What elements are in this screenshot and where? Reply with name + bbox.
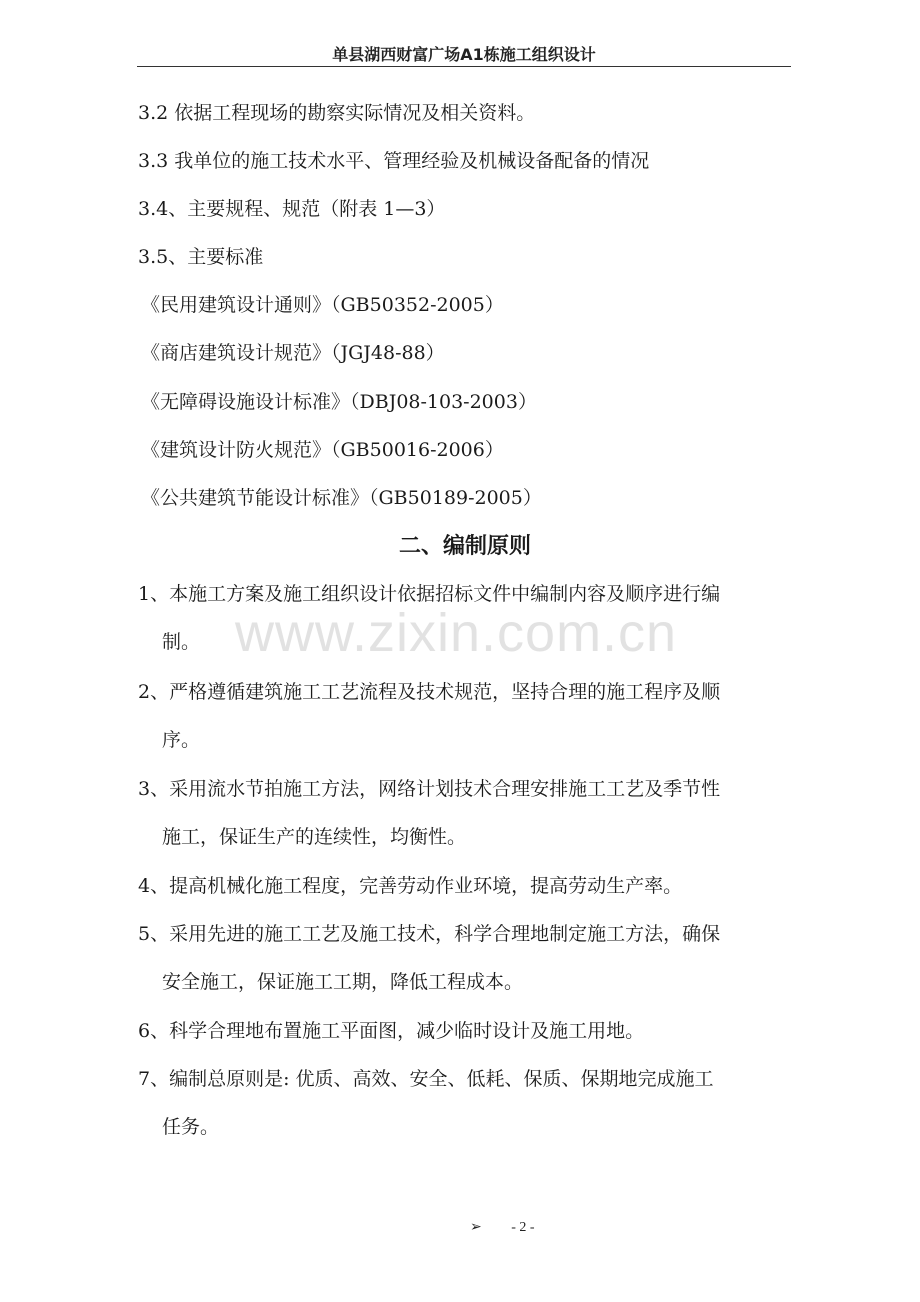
page-header-title: 单县湖西财富广场A1栋施工组织设计: [332, 45, 596, 64]
standard-item: 《建筑设计防火规范》（GB50016-2006）: [141, 439, 504, 461]
principle-text: 1、本施工方案及施工组织设计依据招标文件中编制内容及顺序进行编: [138, 583, 721, 605]
page-number: - 2 -: [511, 1220, 535, 1235]
section-heading: 二、编制原则: [398, 534, 531, 559]
principle-continuation: 安全施工，保证施工工期，降低工程成本。: [162, 971, 524, 993]
watermark: www.zixin.com.cn: [235, 603, 678, 663]
principle-text: 7、编制总原则是: 优质、高效、安全、低耗、保质、保期地完成施工: [138, 1068, 714, 1090]
page-footer: [470, 1219, 535, 1236]
principle-item: [138, 765, 794, 861]
principle-item: [138, 668, 794, 764]
basis-item: 3.5、主要标准: [138, 246, 264, 268]
principle-text: 4、提高机械化施工程度，完善劳动作业环境，提高劳动生产率。: [138, 875, 683, 897]
principle-text: 3、采用流水节拍施工方法，网络计划技术合理安排施工工艺及季节性: [138, 778, 721, 800]
principle-continuation: 制。: [162, 631, 201, 653]
principle-item: [138, 1007, 794, 1055]
arrow-bullet-icon: ➢: [470, 1220, 482, 1235]
basis-item: 3.2 依据工程现场的勘察实际情况及相关资料。: [138, 102, 536, 124]
principle-text: 2、严格遵循建筑施工工艺流程及技术规范，坚持合理的施工程序及顺: [138, 681, 721, 703]
standard-item: 《公共建筑节能设计标准》（GB50189-2005）: [141, 487, 542, 509]
principle-continuation: 施工，保证生产的连续性，均衡性。: [162, 826, 467, 848]
principle-text: 5、采用先进的施工工艺及施工技术，科学合理地制定施工方法，确保: [138, 923, 721, 945]
principle-item: [138, 862, 794, 910]
principle-item: [138, 910, 794, 1006]
basis-item: 3.4、主要规程、规范（附表 1—3）: [138, 198, 446, 220]
standard-item: 《无障碍设施设计标准》（DBJ08-103-2003）: [141, 391, 537, 413]
standard-item: 《民用建筑设计通则》（GB50352-2005）: [141, 294, 504, 316]
principle-continuation: 序。: [162, 729, 201, 751]
principle-text: 6、科学合理地布置施工平面图，减少临时设计及施工用地。: [138, 1020, 645, 1042]
principle-item: [138, 1055, 794, 1151]
header-rule: [137, 66, 791, 67]
basis-item: 3.3 我单位的施工技术水平、管理经验及机械设备配备的情况: [138, 150, 650, 172]
principle-item: [138, 570, 794, 666]
principle-continuation: 任务。: [162, 1116, 220, 1138]
standard-item: 《商店建筑设计规范》（JGJ48-88）: [141, 342, 445, 364]
